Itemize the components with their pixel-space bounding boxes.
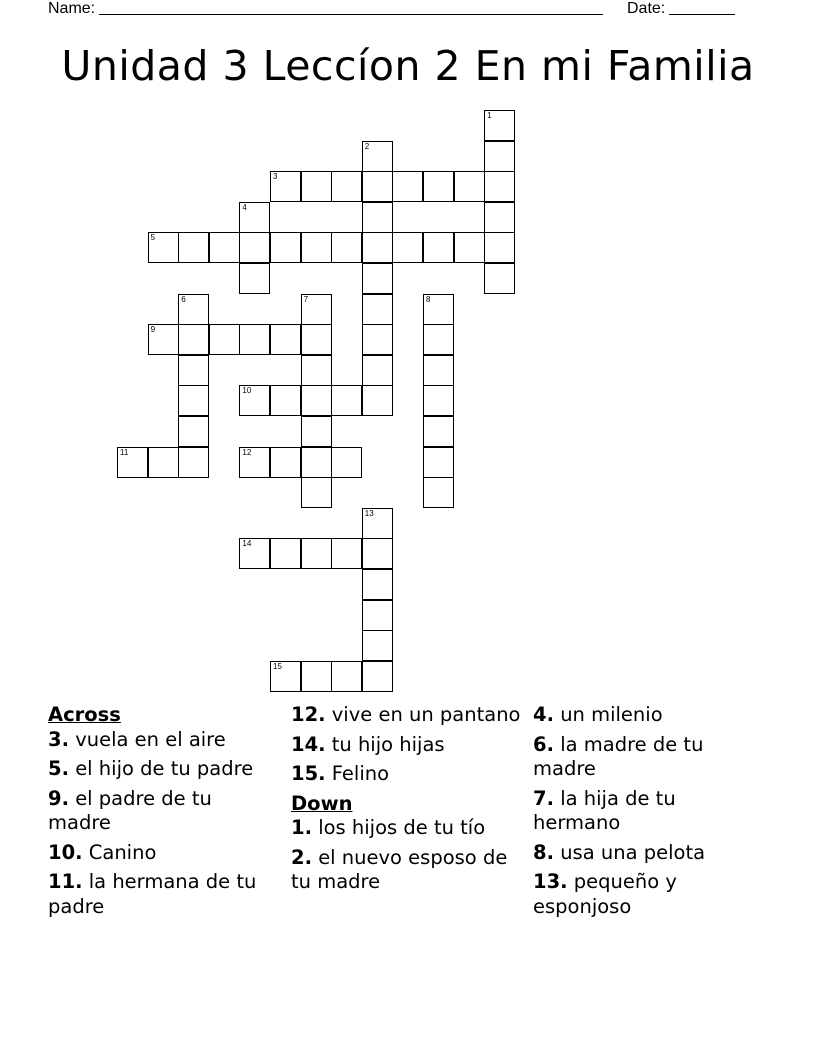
grid-cell[interactable] [423, 355, 454, 386]
clue-across-15 [291, 762, 521, 787]
grid-cell[interactable] [423, 232, 454, 263]
grid-cell[interactable] [148, 447, 179, 478]
grid-cell[interactable] [362, 141, 393, 172]
clue-number: 7. [533, 786, 554, 810]
grid-cell[interactable] [270, 324, 301, 355]
clue-number: 4. [533, 703, 554, 726]
grid-cell[interactable] [301, 324, 332, 355]
grid-cell[interactable] [239, 385, 270, 416]
clue-text: la hermana de tu padre [48, 870, 257, 918]
clue-text: un milenio [560, 703, 663, 726]
clue-number: 14. [291, 732, 326, 756]
grid-cell[interactable] [362, 569, 393, 600]
grid-cell[interactable] [178, 385, 209, 416]
clue-text: Canino [88, 840, 157, 864]
clue-down-8 [533, 841, 763, 866]
grid-cell[interactable] [423, 477, 454, 508]
clue-across-11 [48, 870, 278, 919]
clue-number: 15. [291, 762, 326, 785]
clue-number: 1. [291, 816, 312, 839]
clue-across-14 [291, 733, 521, 758]
clue-text: Felino [331, 762, 390, 785]
grid-cell[interactable] [209, 232, 240, 263]
cell-number: 8 [426, 294, 431, 304]
grid-cell[interactable] [331, 385, 362, 416]
grid-cell[interactable] [301, 477, 332, 508]
name-field[interactable] [48, 0, 603, 18]
date-line[interactable] [669, 0, 735, 15]
clue-number: 6. [533, 732, 554, 756]
clue-number: 13. [533, 870, 568, 893]
date-field[interactable] [627, 0, 735, 18]
clue-text: vive en un pantano [331, 703, 521, 726]
grid-cell[interactable] [392, 171, 423, 202]
grid-cell[interactable] [270, 447, 301, 478]
grid-cell[interactable] [270, 385, 301, 416]
clue-number: 8. [533, 840, 554, 864]
cell-number: 4 [242, 202, 247, 212]
clue-text: el padre de tu madre [48, 786, 212, 834]
grid-cell[interactable] [270, 661, 301, 692]
grid-cell[interactable] [484, 263, 515, 294]
grid-cell[interactable] [484, 141, 515, 172]
grid-cell[interactable] [362, 202, 393, 233]
cell-number: 12 [242, 447, 252, 457]
clue-text: los hijos de tu tío [318, 816, 486, 839]
grid-cell[interactable] [178, 447, 209, 478]
grid-cell[interactable] [331, 171, 362, 202]
grid-cell[interactable] [362, 294, 393, 325]
grid-cell[interactable] [117, 447, 148, 478]
grid-cell[interactable] [239, 324, 270, 355]
name-line[interactable] [99, 0, 603, 15]
grid-cell[interactable] [362, 508, 393, 539]
grid-cell[interactable] [301, 416, 332, 447]
clue-across-5 [48, 757, 278, 782]
clue-text: pequeño y esponjoso [533, 870, 677, 918]
grid-cell[interactable] [331, 661, 362, 692]
grid-cell[interactable] [270, 232, 301, 263]
grid-cell[interactable] [178, 324, 209, 355]
grid-cell[interactable] [239, 538, 270, 569]
grid-cell[interactable] [362, 232, 393, 263]
grid-cell[interactable] [484, 232, 515, 263]
grid-cell[interactable] [331, 447, 362, 478]
grid-cell[interactable] [270, 171, 301, 202]
grid-cell[interactable] [239, 232, 270, 263]
name-label: Name: [48, 0, 96, 17]
grid-cell[interactable] [392, 232, 423, 263]
clue-number: 10. [48, 840, 83, 864]
clue-across-12 [291, 703, 521, 728]
grid-cell[interactable] [362, 600, 393, 631]
grid-cell[interactable] [423, 416, 454, 447]
clue-text: vuela en el aire [75, 727, 226, 751]
down-heading: Down [291, 791, 353, 815]
grid-cell[interactable] [178, 416, 209, 447]
grid-cell[interactable] [148, 232, 179, 263]
grid-cell[interactable] [423, 447, 454, 478]
cell-number: 1 [487, 111, 492, 120]
grid-cell[interactable] [270, 538, 301, 569]
grid-cell[interactable] [423, 171, 454, 202]
clue-number: 11. [48, 870, 83, 893]
date-label: Date: [627, 0, 666, 17]
grid-cell[interactable] [362, 630, 393, 661]
grid-cell[interactable] [423, 385, 454, 416]
grid-cell[interactable] [362, 171, 393, 202]
grid-cell[interactable] [423, 294, 454, 325]
cell-number: 15 [273, 661, 282, 671]
clue-across-10 [48, 841, 278, 866]
grid-cell[interactable] [362, 385, 393, 416]
grid-cell[interactable] [484, 202, 515, 233]
clues-column-1 [48, 703, 278, 924]
clue-across-3 [48, 728, 278, 753]
clue-number: 2. [291, 845, 312, 869]
clue-number: 9. [48, 786, 69, 810]
grid-cell[interactable] [239, 263, 270, 294]
grid-cell[interactable] [301, 538, 332, 569]
grid-cell[interactable] [301, 447, 332, 478]
cell-number: 14 [242, 539, 252, 549]
grid-cell[interactable] [484, 171, 515, 202]
grid-cell[interactable] [454, 171, 485, 202]
clue-down-6 [533, 733, 763, 782]
clue-number: 3. [48, 727, 69, 751]
cell-number: 10 [242, 386, 252, 396]
across-heading: Across [48, 703, 121, 726]
cell-number: 13 [364, 508, 374, 518]
grid-cell[interactable] [301, 232, 332, 263]
grid-cell[interactable] [301, 661, 332, 692]
clue-across-9 [48, 787, 278, 836]
grid-cell[interactable] [178, 355, 209, 386]
page-title: Unidad 3 Leccíon 2 En mi Familia [61, 42, 755, 90]
grid-cell[interactable] [301, 171, 332, 202]
clue-text: tu hijo hijas [331, 732, 445, 756]
grid-cell[interactable] [178, 232, 209, 263]
cell-number: 5 [150, 233, 156, 243]
clue-down-1 [291, 816, 521, 841]
grid-cell[interactable] [148, 324, 179, 355]
grid-cell[interactable] [454, 232, 485, 263]
cell-number: 7 [303, 294, 309, 304]
clue-number: 12. [291, 703, 326, 726]
grid-cell[interactable] [331, 232, 362, 263]
grid-cell[interactable] [301, 355, 332, 386]
grid-cell[interactable] [423, 324, 454, 355]
grid-cell[interactable] [331, 538, 362, 569]
clue-down-4 [533, 703, 763, 728]
clue-down-7 [533, 787, 763, 836]
grid-cell[interactable] [209, 324, 240, 355]
grid-cell[interactable] [362, 355, 393, 386]
grid-cell[interactable] [362, 324, 393, 355]
clue-text: el nuevo esposo de tu madre [291, 845, 508, 893]
grid-cell[interactable] [362, 263, 393, 294]
clue-text: la madre de tu madre [533, 732, 704, 780]
cell-number: 11 [120, 447, 129, 457]
grid-cell[interactable] [239, 202, 270, 233]
grid-cell[interactable] [239, 447, 270, 478]
clues-column-3 [533, 703, 763, 924]
clues-column-2 [291, 703, 521, 900]
grid-cell[interactable] [301, 385, 332, 416]
grid-cell[interactable] [362, 538, 393, 569]
clue-down-2 [291, 846, 521, 895]
grid-cell[interactable] [362, 661, 393, 692]
grid-cell[interactable] [178, 294, 209, 325]
grid-cell[interactable] [301, 294, 332, 325]
clue-down-13 [533, 870, 763, 919]
grid-cell[interactable] [484, 110, 515, 141]
cell-number: 9 [150, 325, 156, 335]
clue-text: el hijo de tu padre [75, 757, 254, 780]
cell-number: 2 [364, 141, 370, 151]
clue-text: usa una pelota [560, 840, 706, 864]
cell-number: 3 [273, 172, 278, 182]
clue-text: la hija de tu hermano [533, 786, 676, 834]
cell-number: 6 [181, 294, 186, 304]
clue-number: 5. [48, 757, 69, 780]
